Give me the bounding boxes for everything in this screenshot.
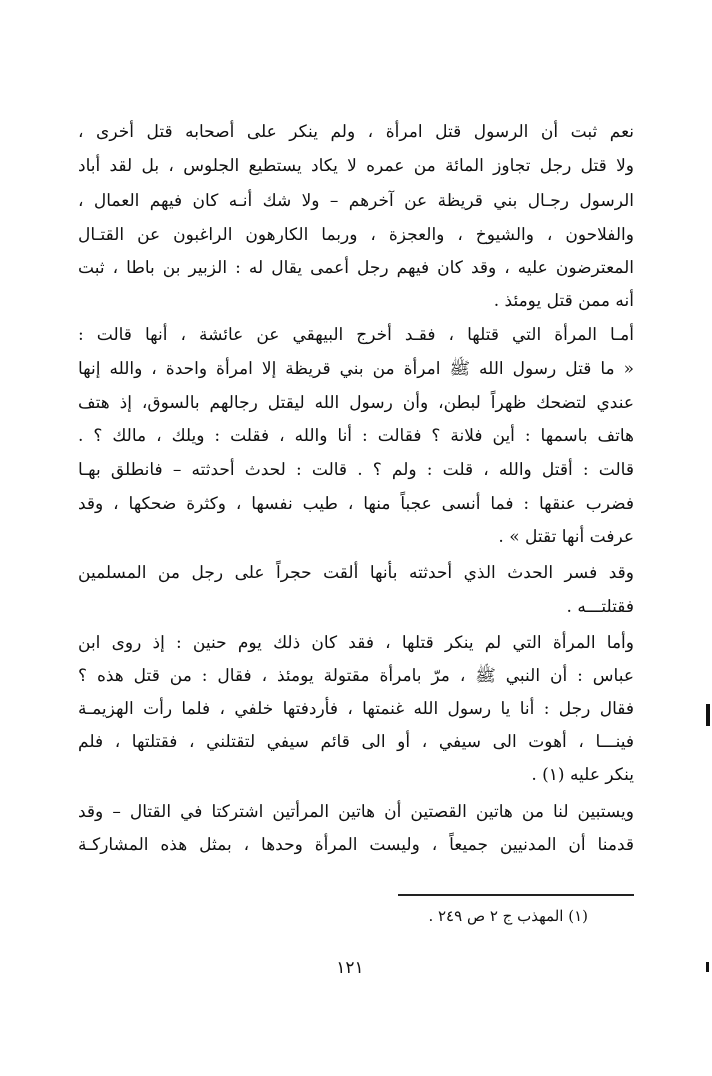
text-line: فقتلتـــه .	[566, 597, 634, 617]
text-line: أمـا المرأة التي قتلها ، فقـد أخرج البيهقي عن عائشة ، أنها قالت :	[78, 325, 634, 345]
text-line: الرسول رجـال بني قريظة عن آخرهم – ولا شك أنـه كان فيهم العمال ،	[78, 191, 634, 211]
text-line: عندي لتضحك ظهراً لبطن، وأن رسول الله ليقتل رجالهم بالسوق، إذ هتف	[78, 393, 634, 413]
text-line: نعم ثبت أن الرسول قتل امرأة ، ولم ينكر على أصحابه قتل أخرى ،	[78, 122, 634, 142]
text-line: ويستبين لنا من هاتين القصتين أن هاتين المرأتين اشتركتا في القتال – وقد	[78, 802, 634, 822]
text-line: ينكر عليه (١) .	[531, 765, 634, 785]
footnote-separator	[398, 894, 634, 896]
text-line: قدمنا أن المدنيين جميعاً ، وليست المرأة وحدها ، بمثل هذه المشاركـة	[78, 835, 634, 855]
text-line: « ما قتل رسول الله ﷺ امرأة من بني قريظة إلا امرأة واحدة ، والله إنها	[78, 359, 634, 379]
text-line: أنه ممن قتل يومئذ .	[493, 291, 634, 311]
text-line: وأما المرأة التي لم ينكر قتلها ، فقد كان ذلك يوم حنين : إذ روى ابن	[78, 633, 634, 653]
page-number: ١٢١	[336, 958, 364, 978]
text-line: هاتف باسمها : أين فلانة ؟ فقالت : أنا والله ، فقلت : ويلك ، مالك ؟ .	[78, 426, 634, 446]
text-line: فقال رجل : أنا يا رسول الله غنمتها ، فأردفتها خلفي ، فلما رأت الهزيمـة	[78, 699, 634, 719]
margin-mark	[706, 704, 710, 726]
footnote: (١) المهذب ج ٢ ص ٢٤٩ .	[428, 907, 588, 925]
text-line: قالت : أقتل والله ، قلت : ولم ؟ . قالت : لحدث أحدثته – فانطلق بهـا	[78, 460, 634, 480]
text-line: والفلاحون ، والشيوخ ، والعجزة ، وربما الكارهون الراغبون عن القتـال	[78, 225, 634, 245]
text-line: فضرب عنقها : فما أنسى عجباً منها ، طيب نفسها ، وكثرة ضحكها ، وقد	[78, 494, 634, 514]
text-line: عرفت أنها تقتل » .	[498, 527, 634, 547]
text-line: المعترضون عليه ، وقد كان فيهم رجل أعمى يقال له : الزبير بن باطا ، ثبت	[78, 258, 634, 278]
text-line: فينـــا ، أهوت الى سيفي ، أو الى قائم سيفي لتقتلني ، فقتلتها ، فلم	[78, 732, 634, 752]
margin-mark	[706, 962, 709, 972]
text-line: ولا قتل رجل تجاوز المائة من عمره لا يكاد يستطيع الجلوس ، بل لقد أباد	[78, 156, 634, 176]
text-line: عباس : أن النبي ﷺ ، مرّ بامرأة مقتولة يومئذ ، فقال : من قتل هذه ؟	[78, 666, 634, 686]
text-line: وقد فسر الحدث الذي أحدثته بأنها ألقت حجراً على رجل من المسلمين	[78, 563, 634, 583]
